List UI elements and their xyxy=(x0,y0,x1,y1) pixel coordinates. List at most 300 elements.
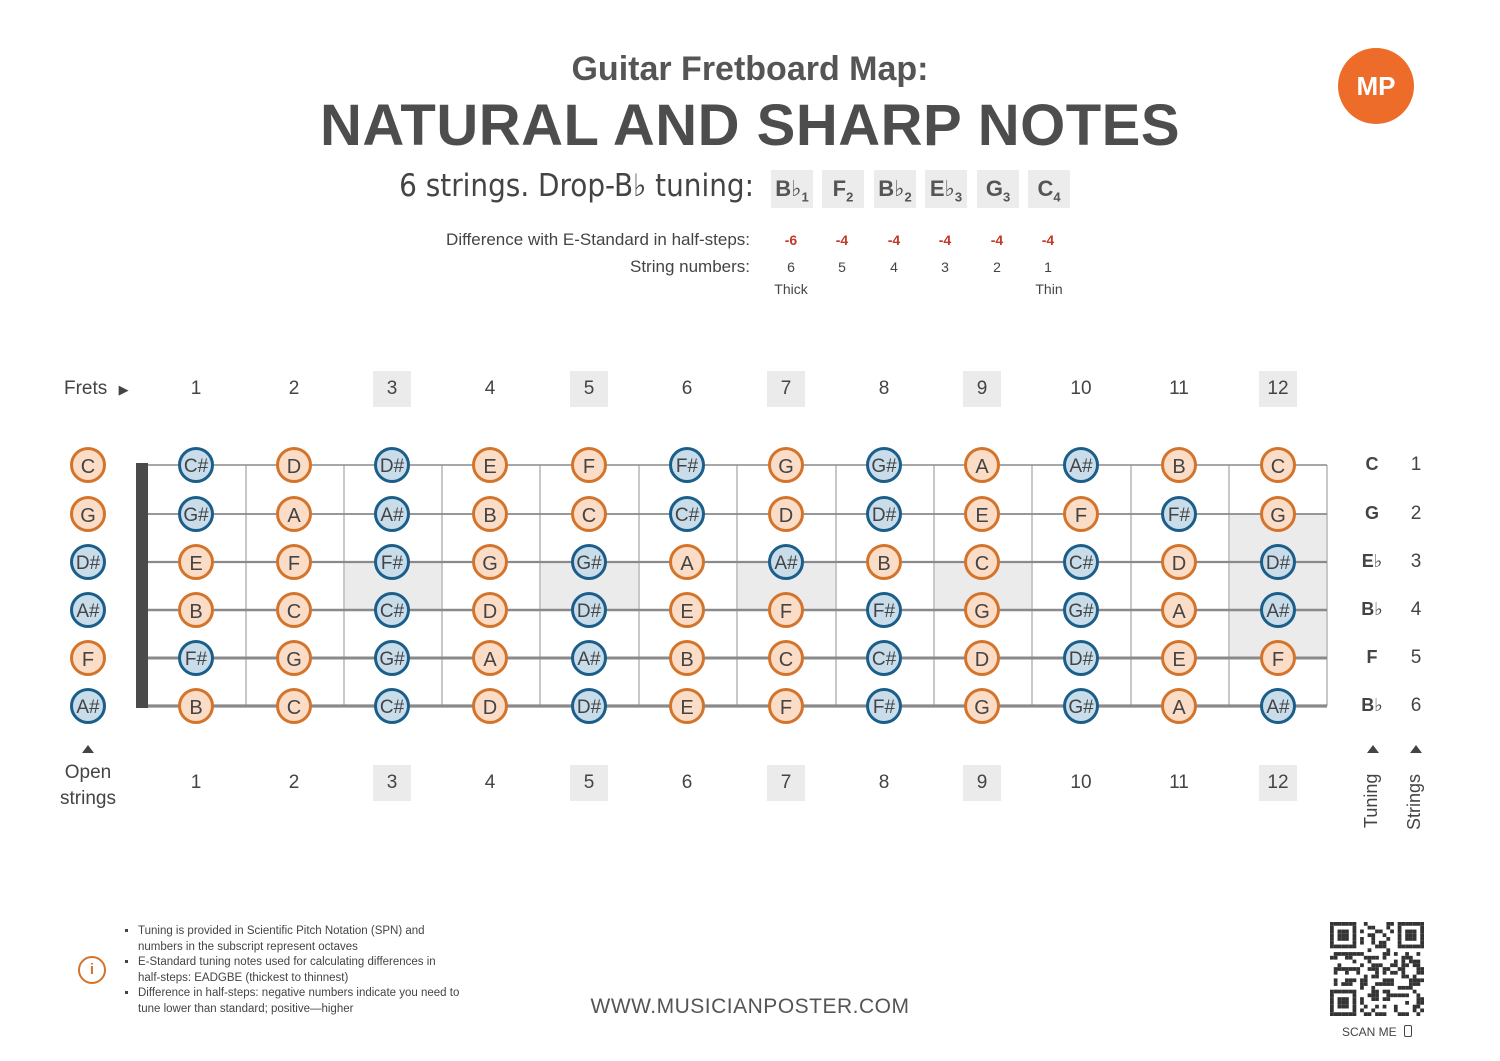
string-number-label: 6 xyxy=(1410,695,1422,716)
fret-note: A# xyxy=(1260,688,1296,724)
qr-module xyxy=(1420,930,1424,934)
qr-module xyxy=(1409,945,1413,949)
qr-module xyxy=(1334,971,1338,975)
fret-note: C# xyxy=(669,496,705,532)
qr-module xyxy=(1353,1005,1357,1009)
fret-note: F xyxy=(768,688,804,724)
qr-module xyxy=(1341,930,1345,934)
qr-module xyxy=(1349,982,1353,986)
string-number: 2 xyxy=(993,259,1001,275)
half-step-diff: -4 xyxy=(938,232,952,248)
qr-module xyxy=(1401,922,1405,926)
qr-module xyxy=(1416,952,1420,956)
fret-note: C xyxy=(571,496,607,532)
qr-module xyxy=(1345,945,1349,949)
qr-module xyxy=(1416,960,1420,964)
fret-note: A# xyxy=(1063,447,1099,483)
qr-module xyxy=(1386,948,1390,952)
qr-module xyxy=(1383,945,1387,949)
qr-module xyxy=(1413,945,1417,949)
qr-module xyxy=(1353,922,1357,926)
qr-module xyxy=(1338,990,1342,994)
qr-module xyxy=(1360,978,1364,982)
fret-number: 7 xyxy=(767,765,805,801)
qr-module xyxy=(1405,937,1409,941)
qr-module xyxy=(1413,960,1417,964)
qr-module xyxy=(1401,975,1405,979)
qr-module xyxy=(1334,945,1338,949)
qr-module xyxy=(1375,1012,1379,1016)
qr-module xyxy=(1379,982,1383,986)
qr-module xyxy=(1338,922,1342,926)
half-step-diff: -4 xyxy=(990,232,1004,248)
fret-number: 6 xyxy=(681,378,693,399)
qr-module xyxy=(1353,990,1357,994)
qr-module xyxy=(1368,967,1372,971)
qr-module xyxy=(1386,922,1390,926)
qr-module xyxy=(1375,993,1379,997)
qr-module xyxy=(1330,993,1334,997)
qr-module xyxy=(1390,963,1394,967)
fret-note: G# xyxy=(571,544,607,580)
qr-module xyxy=(1338,937,1342,941)
tuning-octave: 3 xyxy=(1002,189,1011,205)
qr-module xyxy=(1383,933,1387,937)
fret-note: D xyxy=(964,640,1000,676)
half-step-diff: -4 xyxy=(887,232,901,248)
qr-module xyxy=(1379,1012,1383,1016)
qr-module xyxy=(1394,963,1398,967)
qr-module xyxy=(1345,930,1349,934)
fret-note: E xyxy=(964,496,1000,532)
fret-note: G xyxy=(1260,496,1296,532)
qr-module xyxy=(1371,993,1375,997)
brand-logo[interactable]: MP xyxy=(1338,48,1414,124)
qr-module xyxy=(1401,971,1405,975)
qr-module xyxy=(1356,952,1360,956)
qr-module xyxy=(1353,937,1357,941)
qr-module xyxy=(1375,967,1379,971)
qr-module xyxy=(1371,956,1375,960)
fret-note: A# xyxy=(571,640,607,676)
frets-label-text: Frets xyxy=(64,378,108,399)
tuning-note: E♭ xyxy=(929,176,955,201)
fret-number: 5 xyxy=(570,765,608,801)
fret-number: 9 xyxy=(963,371,1001,407)
qr-module xyxy=(1386,952,1390,956)
strings-axis-label: Strings xyxy=(1404,773,1424,830)
qr-module xyxy=(1353,967,1357,971)
fret-number: 2 xyxy=(288,378,300,399)
qr-module xyxy=(1338,933,1342,937)
fret-note: A xyxy=(669,544,705,580)
qr-module xyxy=(1345,956,1349,960)
qr-module xyxy=(1334,922,1338,926)
qr-module xyxy=(1375,1005,1379,1009)
tuning-note: B♭ xyxy=(878,176,905,201)
qr-module xyxy=(1416,963,1420,967)
info-icon: i xyxy=(78,956,106,984)
qr-module xyxy=(1413,933,1417,937)
qr-module xyxy=(1375,997,1379,1001)
qr-module xyxy=(1401,960,1405,964)
qr-module xyxy=(1375,971,1379,975)
fret-note: G xyxy=(768,447,804,483)
qr-module xyxy=(1420,1001,1424,1005)
qr-module xyxy=(1375,963,1379,967)
qr-module xyxy=(1353,1012,1357,1016)
qr-module xyxy=(1360,997,1364,1001)
fret-note: F# xyxy=(866,688,902,724)
qr-module xyxy=(1375,975,1379,979)
qr-module xyxy=(1371,941,1375,945)
qr-module xyxy=(1345,967,1349,971)
qr-module xyxy=(1375,956,1379,960)
qr-module xyxy=(1383,952,1387,956)
qr-module xyxy=(1371,986,1375,990)
qr-module xyxy=(1371,933,1375,937)
qr-module xyxy=(1360,952,1364,956)
qr-module xyxy=(1349,945,1353,949)
string-tuning-label: E♭ xyxy=(1361,551,1383,571)
qr-module xyxy=(1405,1001,1409,1005)
fret-note: A xyxy=(276,496,312,532)
triangle-right-icon: ▶ xyxy=(118,382,129,397)
qr-module xyxy=(1405,986,1409,990)
fret-number: 10 xyxy=(1070,378,1092,399)
fret-note: D# xyxy=(571,592,607,628)
tuning-note: G xyxy=(985,176,1003,201)
fret-note: B xyxy=(1161,447,1197,483)
qr-module xyxy=(1330,956,1334,960)
qr-module xyxy=(1364,1012,1368,1016)
fret-number: 10 xyxy=(1070,772,1092,793)
qr-module xyxy=(1349,990,1353,994)
arrow-up-icon xyxy=(82,745,94,753)
qr-module xyxy=(1413,975,1417,979)
qr-module xyxy=(1353,993,1357,997)
fret-note: C xyxy=(1260,447,1296,483)
fret-note: G# xyxy=(1063,688,1099,724)
qr-module xyxy=(1409,930,1413,934)
qr-module xyxy=(1409,922,1413,926)
qr-module xyxy=(1383,1005,1387,1009)
string-tuning-label: C xyxy=(1365,454,1379,474)
scan-me-label xyxy=(1330,1025,1424,1039)
fret-note: C# xyxy=(374,688,410,724)
qr-module xyxy=(1390,971,1394,975)
qr-module xyxy=(1345,1012,1349,1016)
qr-module xyxy=(1398,945,1402,949)
qr-module xyxy=(1394,1008,1398,1012)
fret-note: D# xyxy=(571,688,607,724)
qr-module xyxy=(1368,993,1372,997)
fret-number: 3 xyxy=(373,765,411,801)
qr-module xyxy=(1368,926,1372,930)
open-string-note: A# xyxy=(70,688,106,724)
qr-module xyxy=(1334,952,1338,956)
qr-module xyxy=(1416,997,1420,1001)
qr-module xyxy=(1353,1001,1357,1005)
qr-module xyxy=(1398,930,1402,934)
qr-module xyxy=(1405,945,1409,949)
qr-module xyxy=(1364,956,1368,960)
qr-module xyxy=(1390,982,1394,986)
footer-notes xyxy=(120,924,460,1017)
qr-module xyxy=(1360,937,1364,941)
qr-module xyxy=(1345,952,1349,956)
qr-module xyxy=(1364,978,1368,982)
fret-number: 8 xyxy=(878,378,890,399)
qr-module xyxy=(1341,937,1345,941)
qr-module xyxy=(1338,952,1342,956)
string-number: 4 xyxy=(890,259,898,275)
qr-module xyxy=(1375,990,1379,994)
qr-module xyxy=(1341,990,1345,994)
string-number-label: 5 xyxy=(1410,647,1422,668)
fret-note: B xyxy=(178,592,214,628)
fret-number: 11 xyxy=(1169,378,1189,399)
string-numbers-label: String numbers: xyxy=(630,257,750,276)
fret-note: F xyxy=(571,447,607,483)
thick-label: Thick xyxy=(774,281,808,297)
qr-module xyxy=(1330,922,1334,926)
qr-module xyxy=(1364,922,1368,926)
qr-module xyxy=(1409,937,1413,941)
open-string-note: F xyxy=(70,640,106,676)
qr-module xyxy=(1334,1012,1338,1016)
qr-module xyxy=(1394,1005,1398,1009)
qr-code-icon[interactable] xyxy=(1330,922,1424,1016)
qr-module xyxy=(1416,945,1420,949)
qr-module xyxy=(1390,978,1394,982)
arrow-up-icon xyxy=(1410,745,1422,753)
fret-note: A xyxy=(1161,688,1197,724)
qr-module xyxy=(1341,967,1345,971)
qr-module xyxy=(1349,967,1353,971)
qr-module xyxy=(1401,986,1405,990)
qr-module xyxy=(1338,967,1342,971)
footer-note: ▪ Difference in half-steps: negative numbers indicate you need to tune lower than standard; positive—higher xyxy=(138,986,460,1017)
qr-module xyxy=(1341,1005,1345,1009)
open-strings-label-2: strings xyxy=(60,788,116,809)
qr-module xyxy=(1401,945,1405,949)
qr-module xyxy=(1364,982,1368,986)
qr-module xyxy=(1386,926,1390,930)
qr-module xyxy=(1345,982,1349,986)
qr-module xyxy=(1375,945,1379,949)
qr-module xyxy=(1416,967,1420,971)
qr-module xyxy=(1349,1012,1353,1016)
qr-module xyxy=(1356,967,1360,971)
fret-note: A xyxy=(1161,592,1197,628)
string-tuning-label: B♭ xyxy=(1361,695,1383,715)
qr-module xyxy=(1338,997,1342,1001)
fret-note: C xyxy=(276,688,312,724)
qr-module xyxy=(1383,990,1387,994)
qr-module xyxy=(1338,1005,1342,1009)
qr-module xyxy=(1345,971,1349,975)
half-step-diff: -4 xyxy=(1041,232,1055,248)
website-link[interactable]: WWW.MUSICIANPOSTER.COM xyxy=(590,995,910,1018)
qr-module xyxy=(1330,930,1334,934)
string-number: 6 xyxy=(787,259,795,275)
qr-module xyxy=(1353,960,1357,964)
string-number-label: 2 xyxy=(1410,503,1422,524)
qr-module xyxy=(1330,941,1334,945)
qr-module xyxy=(1383,1012,1387,1016)
qr-module xyxy=(1338,963,1342,967)
qr-module xyxy=(1330,1001,1334,1005)
fret-note: C# xyxy=(866,640,902,676)
qr-module xyxy=(1405,933,1409,937)
tuning-octave: 2 xyxy=(846,189,854,205)
qr-module xyxy=(1398,926,1402,930)
qr-module xyxy=(1386,997,1390,1001)
qr-module xyxy=(1416,982,1420,986)
qr-module xyxy=(1338,945,1342,949)
qr-module xyxy=(1420,1008,1424,1012)
qr-module xyxy=(1398,937,1402,941)
fret-note: G xyxy=(964,592,1000,628)
qr-module xyxy=(1390,930,1394,934)
qr-module xyxy=(1420,945,1424,949)
qr-module xyxy=(1368,956,1372,960)
qr-module xyxy=(1386,990,1390,994)
qr-module xyxy=(1416,1005,1420,1009)
qr-module xyxy=(1330,926,1334,930)
qr-module xyxy=(1368,948,1372,952)
arrow-up-icon xyxy=(1367,745,1379,753)
qr-module xyxy=(1379,945,1383,949)
qr-module xyxy=(1386,993,1390,997)
qr-module xyxy=(1371,975,1375,979)
qr-module xyxy=(1409,933,1413,937)
fret-inlay-double xyxy=(1229,514,1327,658)
fret-note: G xyxy=(276,640,312,676)
tuning-octave: 3 xyxy=(954,189,963,205)
tuning-octave: 1 xyxy=(801,189,809,205)
qr-module xyxy=(1405,975,1409,979)
fret-note: F# xyxy=(1161,496,1197,532)
fret-number: 12 xyxy=(1259,371,1297,407)
qr-module xyxy=(1353,952,1357,956)
qr-module xyxy=(1330,933,1334,937)
open-string-note: G xyxy=(70,496,106,532)
qr-module xyxy=(1409,986,1413,990)
qr-module xyxy=(1341,945,1345,949)
fret-note: D# xyxy=(1063,640,1099,676)
half-step-diff: -6 xyxy=(784,232,798,248)
qr-module xyxy=(1338,930,1342,934)
qr-module xyxy=(1420,967,1424,971)
qr-module xyxy=(1345,1005,1349,1009)
fret-note: D# xyxy=(866,496,902,532)
qr-module xyxy=(1349,956,1353,960)
fret-note: C xyxy=(964,544,1000,580)
fret-note: E xyxy=(472,447,508,483)
tuning-label: 6 strings. Drop-B♭ tuning: xyxy=(399,168,754,204)
qr-module xyxy=(1379,941,1383,945)
qr-module xyxy=(1353,930,1357,934)
qr-module xyxy=(1386,937,1390,941)
half-step-diff: -4 xyxy=(835,232,849,248)
string-number: 1 xyxy=(1044,259,1052,275)
qr-module xyxy=(1345,990,1349,994)
qr-module xyxy=(1386,978,1390,982)
fret-note: G xyxy=(964,688,1000,724)
qr-module xyxy=(1330,997,1334,1001)
string-number-label: 3 xyxy=(1410,551,1422,572)
qr-module xyxy=(1341,1012,1345,1016)
qr-module xyxy=(1401,963,1405,967)
qr-module xyxy=(1368,933,1372,937)
fret-note: A# xyxy=(374,496,410,532)
qr-module xyxy=(1349,978,1353,982)
tuning-octave: 4 xyxy=(1053,189,1061,205)
fret-note: E xyxy=(178,544,214,580)
qr-module xyxy=(1401,956,1405,960)
qr-module xyxy=(1330,1008,1334,1012)
qr-module xyxy=(1375,930,1379,934)
qr-module xyxy=(1360,986,1364,990)
qr-module xyxy=(1371,1008,1375,1012)
open-strings-label xyxy=(58,760,118,812)
qr-module xyxy=(1405,956,1409,960)
qr-module xyxy=(1398,1012,1402,1016)
qr-module xyxy=(1405,922,1409,926)
fret-note: D# xyxy=(374,447,410,483)
qr-module xyxy=(1330,990,1334,994)
tuning-note: B♭ xyxy=(775,176,802,201)
qr-module xyxy=(1360,1001,1364,1005)
fret-number: 4 xyxy=(484,772,496,793)
fret-note: C xyxy=(276,592,312,628)
qr-module xyxy=(1371,967,1375,971)
string-number-label: 1 xyxy=(1410,454,1422,475)
fret-note: B xyxy=(178,688,214,724)
qr-module xyxy=(1383,956,1387,960)
qr-module xyxy=(1394,952,1398,956)
diff-label: Difference with E-Standard in half-steps: xyxy=(446,230,750,249)
qr-module xyxy=(1345,1001,1349,1005)
fret-note: E xyxy=(1161,640,1197,676)
footer-note: ▪ E-Standard tuning notes used for calculating differences in half-steps: EADGBE (thickest to thinnest) xyxy=(138,955,460,986)
qr-module xyxy=(1413,963,1417,967)
fret-note: F# xyxy=(669,447,705,483)
qr-module xyxy=(1401,993,1405,997)
qr-module xyxy=(1409,982,1413,986)
qr-module xyxy=(1390,922,1394,926)
tuning-octave: 2 xyxy=(904,189,912,205)
qr-module xyxy=(1334,990,1338,994)
fret-note: E xyxy=(669,592,705,628)
tuning-axis-label: Tuning xyxy=(1361,773,1381,828)
fret-note: D xyxy=(472,688,508,724)
qr-module xyxy=(1405,952,1409,956)
qr-module xyxy=(1383,978,1387,982)
fret-note: B xyxy=(866,544,902,580)
title-line-2: NATURAL AND SHARP NOTES xyxy=(319,93,1181,158)
qr-module xyxy=(1345,997,1349,1001)
qr-module xyxy=(1334,956,1338,960)
qr-module xyxy=(1341,933,1345,937)
thin-label: Thin xyxy=(1035,281,1063,297)
fret-note: A xyxy=(472,640,508,676)
fret-note: G# xyxy=(178,496,214,532)
string-tuning-label: F xyxy=(1366,647,1378,667)
qr-module xyxy=(1334,978,1338,982)
